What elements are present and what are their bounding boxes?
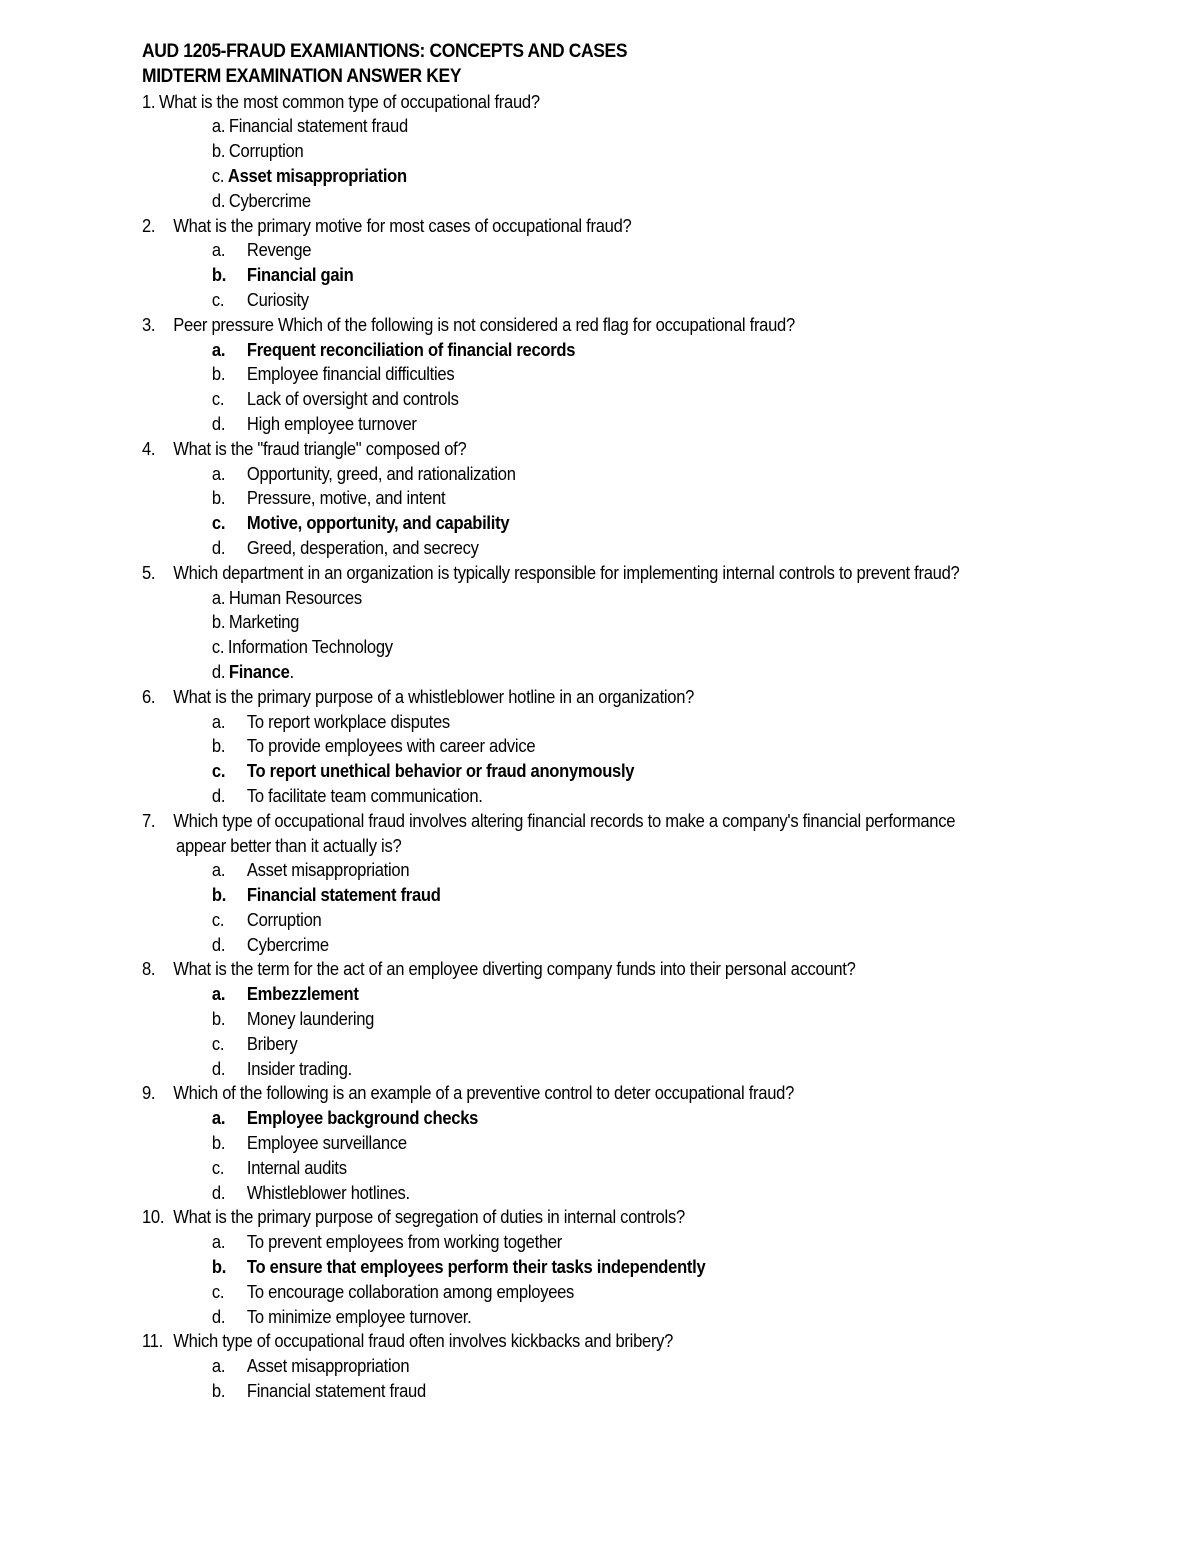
answer-option bbox=[142, 610, 1062, 635]
question-number: 10. bbox=[142, 1207, 165, 1228]
option-text: Curiosity bbox=[246, 289, 309, 310]
option-letter: b. bbox=[211, 1009, 226, 1030]
option-text: To report unethical behavior or fraud anonymously bbox=[246, 761, 635, 782]
option-text: Financial statement fraud bbox=[246, 1381, 426, 1402]
answer-option bbox=[142, 1181, 1062, 1206]
option-letter: a. bbox=[211, 240, 226, 261]
correct-answer-option bbox=[142, 1106, 1062, 1131]
option-letter: a. bbox=[211, 587, 226, 608]
answer-option bbox=[142, 635, 1062, 660]
option-text: Internal audits bbox=[246, 1157, 347, 1178]
option-text: To minimize employee turnover. bbox=[246, 1306, 472, 1327]
option-letter: a. bbox=[211, 1232, 226, 1253]
option-letter: a. bbox=[211, 1356, 226, 1377]
option-text: Motive, opportunity, and capability bbox=[246, 513, 510, 534]
question-text: Which type of occupational fraud often involves kickbacks and bribery? bbox=[173, 1331, 674, 1352]
answer-option bbox=[142, 1280, 1062, 1305]
answer-option bbox=[142, 462, 1062, 487]
answer-option bbox=[142, 412, 1062, 437]
option-letter: d. bbox=[211, 785, 226, 806]
answer-option bbox=[142, 858, 1062, 883]
answer-option bbox=[142, 586, 1062, 611]
option-letter: d. bbox=[211, 661, 226, 682]
option-letter: a. bbox=[211, 860, 226, 881]
option-text: Corruption bbox=[228, 141, 304, 162]
option-text: Human Resources bbox=[228, 587, 362, 608]
option-text: Financial gain bbox=[246, 265, 354, 286]
question-text: Which type of occupational fraud involves altering financial records to make a company's financial performance bbox=[173, 810, 956, 831]
question-line bbox=[142, 437, 1062, 462]
question-text: Peer pressure Which of the following is not considered a red flag for occupational fraud? bbox=[173, 314, 795, 335]
correct-answer-option bbox=[142, 759, 1062, 784]
option-letter: a. bbox=[211, 1108, 226, 1129]
option-letter: c. bbox=[211, 513, 226, 534]
option-text: Information Technology bbox=[227, 637, 393, 658]
question-line bbox=[142, 957, 1062, 982]
option-letter: b. bbox=[211, 612, 226, 633]
option-text: Asset misappropriation bbox=[227, 165, 407, 186]
question-line bbox=[142, 809, 1062, 834]
option-text: Lack of oversight and controls bbox=[246, 389, 459, 410]
question-number: 5. bbox=[142, 562, 156, 583]
answer-option bbox=[142, 114, 1062, 139]
option-text: Asset misappropriation bbox=[246, 1356, 410, 1377]
question-line bbox=[142, 1081, 1062, 1106]
option-text: Corruption bbox=[246, 909, 322, 930]
option-letter: d. bbox=[211, 934, 226, 955]
question-text: What is the term for the act of an employee diverting company funds into their personal account? bbox=[173, 959, 856, 980]
option-letter: a. bbox=[211, 711, 226, 732]
option-text: To prevent employees from working together bbox=[246, 1232, 563, 1253]
correct-answer-option bbox=[142, 1255, 1062, 1280]
answer-option bbox=[142, 734, 1062, 759]
correct-answer-option bbox=[142, 883, 1062, 908]
answer-option bbox=[142, 1354, 1062, 1379]
option-text: Greed, desperation, and secrecy bbox=[246, 537, 479, 558]
option-text: Cybercrime bbox=[228, 190, 311, 211]
option-letter: b. bbox=[211, 488, 226, 509]
option-letter: b. bbox=[211, 1257, 227, 1278]
option-text: Money laundering bbox=[246, 1009, 375, 1030]
question-line bbox=[142, 313, 1062, 338]
option-letter: b. bbox=[211, 364, 226, 385]
option-letter: b. bbox=[211, 885, 227, 906]
option-letter: d. bbox=[211, 190, 226, 211]
answer-option bbox=[142, 1379, 1062, 1404]
option-text: Embezzlement bbox=[246, 984, 359, 1005]
option-text: Cybercrime bbox=[246, 934, 329, 955]
correct-answer-option bbox=[142, 660, 1062, 685]
option-text: Finance bbox=[228, 661, 290, 682]
option-letter: b. bbox=[211, 141, 226, 162]
question-number: 2. bbox=[142, 215, 156, 236]
question-text: What is the most common type of occupational fraud? bbox=[158, 91, 540, 112]
answer-option bbox=[142, 536, 1062, 561]
question-line bbox=[142, 1329, 1062, 1354]
question-number: 11. bbox=[142, 1331, 163, 1352]
option-letter: d. bbox=[211, 1306, 226, 1327]
option-text: To provide employees with career advice bbox=[246, 736, 536, 757]
option-text: Asset misappropriation bbox=[246, 860, 410, 881]
correct-answer-option bbox=[142, 338, 1062, 363]
question-number: 1. bbox=[142, 91, 156, 112]
document-subtitle: MIDTERM EXAMINATION ANSWER KEY bbox=[142, 65, 462, 87]
question-line bbox=[142, 1205, 1062, 1230]
option-letter: b. bbox=[211, 265, 227, 286]
option-suffix: . bbox=[289, 661, 294, 682]
option-letter: c. bbox=[211, 1157, 225, 1178]
answer-option bbox=[142, 710, 1062, 735]
option-letter: b. bbox=[211, 1133, 226, 1154]
option-letter: c. bbox=[211, 165, 225, 186]
question-text: What is the "fraud triangle" composed of? bbox=[173, 438, 467, 459]
answer-option bbox=[142, 238, 1062, 263]
answer-option bbox=[142, 362, 1062, 387]
question-line bbox=[142, 685, 1062, 710]
answer-option bbox=[142, 139, 1062, 164]
question-number: 8. bbox=[142, 959, 156, 980]
option-letter: c. bbox=[211, 637, 225, 658]
question-line bbox=[142, 90, 1062, 115]
option-text: Opportunity, greed, and rationalization bbox=[246, 463, 516, 484]
option-letter: c. bbox=[211, 1281, 225, 1302]
answer-option bbox=[142, 1032, 1062, 1057]
question-text: What is the primary purpose of a whistleblower hotline in an organization? bbox=[173, 686, 695, 707]
question-number: 7. bbox=[142, 810, 156, 831]
question-text-continued: appear better than it actually is? bbox=[176, 835, 402, 856]
answer-option bbox=[142, 908, 1062, 933]
answer-option bbox=[142, 288, 1062, 313]
question-number: 3. bbox=[142, 314, 156, 335]
option-text: Revenge bbox=[246, 240, 312, 261]
answer-option bbox=[142, 1305, 1062, 1330]
question-text: Which department in an organization is typically responsible for implementing internal controls to prevent fraud? bbox=[173, 562, 960, 583]
option-letter: b. bbox=[211, 736, 226, 757]
option-letter: c. bbox=[211, 289, 225, 310]
option-letter: d. bbox=[211, 537, 226, 558]
option-letter: c. bbox=[211, 389, 225, 410]
option-letter: a. bbox=[211, 984, 226, 1005]
answer-option bbox=[142, 387, 1062, 412]
option-letter: d. bbox=[211, 413, 226, 434]
question-line bbox=[142, 214, 1062, 239]
option-letter: c. bbox=[211, 761, 226, 782]
question-text: What is the primary purpose of segregation of duties in internal controls? bbox=[173, 1207, 685, 1228]
answer-key-page bbox=[142, 40, 1142, 1404]
answer-option bbox=[142, 1007, 1062, 1032]
option-text: Bribery bbox=[246, 1033, 298, 1054]
answer-option bbox=[142, 189, 1062, 214]
option-text: To facilitate team communication. bbox=[246, 785, 483, 806]
answer-option bbox=[142, 784, 1062, 809]
answer-option bbox=[142, 1057, 1062, 1082]
option-text: To encourage collaboration among employees bbox=[246, 1281, 575, 1302]
option-text: Marketing bbox=[228, 612, 300, 633]
question-number: 4. bbox=[142, 438, 156, 459]
question-number: 6. bbox=[142, 686, 156, 707]
option-letter: d. bbox=[211, 1058, 226, 1079]
answer-option bbox=[142, 486, 1062, 511]
document-title: AUD 1205-FRAUD EXAMIANTIONS: CONCEPTS AND CASES bbox=[142, 41, 628, 62]
question-text: Which of the following is an example of a preventive control to deter occupational fraud? bbox=[173, 1083, 795, 1104]
question-list bbox=[142, 90, 1142, 1404]
option-text: Employee financial difficulties bbox=[246, 364, 455, 385]
correct-answer-option bbox=[142, 511, 1062, 536]
answer-option bbox=[142, 1131, 1062, 1156]
option-text: Pressure, motive, and intent bbox=[246, 488, 446, 509]
option-letter: b. bbox=[211, 1381, 226, 1402]
option-text: High employee turnover bbox=[246, 413, 417, 434]
correct-answer-option bbox=[142, 263, 1062, 288]
option-text: Insider trading. bbox=[246, 1058, 353, 1079]
answer-option bbox=[142, 1230, 1062, 1255]
answer-option bbox=[142, 933, 1062, 958]
option-text: Employee background checks bbox=[246, 1108, 479, 1129]
option-text: Frequent reconciliation of financial records bbox=[246, 339, 576, 360]
option-letter: c. bbox=[211, 1033, 225, 1054]
option-text: Employee surveillance bbox=[246, 1133, 407, 1154]
option-text: Whistleblower hotlines. bbox=[246, 1182, 410, 1203]
option-letter: d. bbox=[211, 1182, 226, 1203]
option-text: To ensure that employees perform their tasks independently bbox=[246, 1257, 706, 1278]
question-number: 9. bbox=[142, 1083, 156, 1104]
option-text: Financial statement fraud bbox=[228, 116, 408, 137]
question-line bbox=[142, 561, 1062, 586]
answer-option bbox=[142, 1156, 1062, 1181]
option-letter: c. bbox=[211, 909, 225, 930]
option-text: To report workplace disputes bbox=[246, 711, 450, 732]
option-letter: a. bbox=[211, 339, 226, 360]
question-text: What is the primary motive for most cases of occupational fraud? bbox=[173, 215, 632, 236]
option-letter: a. bbox=[211, 463, 226, 484]
correct-answer-option bbox=[142, 164, 1062, 189]
option-letter: a. bbox=[211, 116, 226, 137]
option-text: Financial statement fraud bbox=[246, 885, 441, 906]
correct-answer-option bbox=[142, 982, 1062, 1007]
